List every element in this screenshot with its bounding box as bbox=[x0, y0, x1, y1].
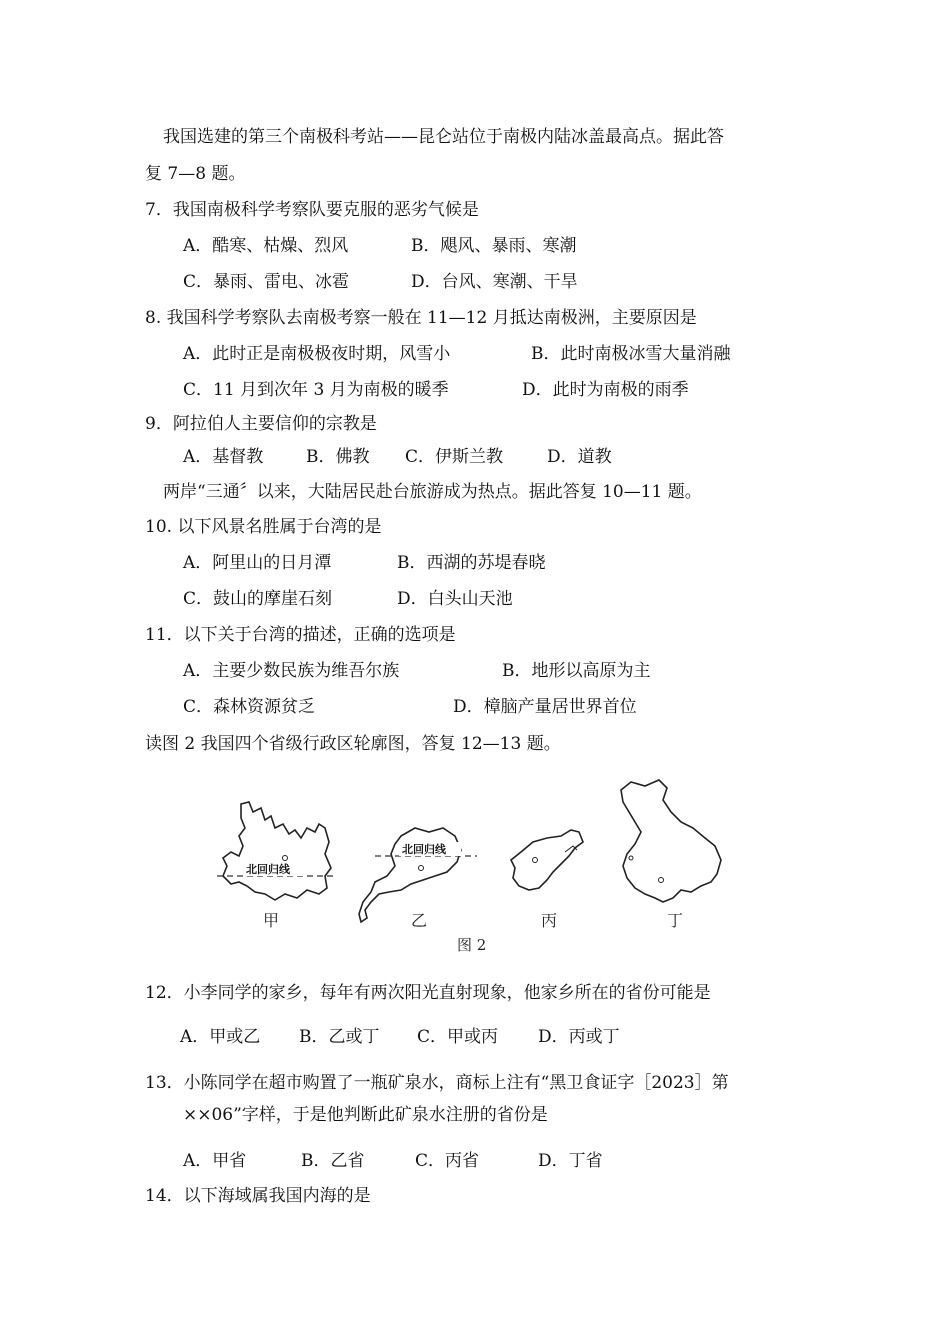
question-13-option-d: D．丁省 bbox=[538, 1151, 603, 1171]
province-bing-outline bbox=[511, 830, 583, 890]
intro-7-8-line2: 复 7—8 题。 bbox=[145, 164, 246, 184]
question-14-stem: 14．以下海域属我国内海的是 bbox=[145, 1186, 371, 1206]
figure-caption: 图 2 bbox=[457, 936, 487, 954]
question-13-option-a: A．甲省 bbox=[183, 1151, 247, 1171]
question-13-option-c: C．丙省 bbox=[415, 1151, 480, 1171]
question-8-option-c: C．11 月到次年 3 月为南极的暖季 bbox=[183, 380, 449, 400]
province-jia-outline bbox=[223, 802, 331, 900]
question-13-stem-line2: ××06”字样，于是他判断此矿泉水注册的省份是 bbox=[183, 1105, 548, 1125]
label-jia: 甲 bbox=[263, 911, 280, 930]
label-bing: 丙 bbox=[541, 911, 558, 930]
question-9-option-d: D．道教 bbox=[547, 447, 612, 467]
question-10-option-a: A．阿里山的日月潭 bbox=[183, 553, 332, 573]
question-8-stem: 8. 我国科学考察队去南极考察一般在 11—12 月抵达南极洲，主要原因是 bbox=[145, 308, 697, 328]
question-11-option-a: A．主要少数民族为维吾尔族 bbox=[183, 661, 400, 681]
question-12-stem: 12．小李同学的家乡，每年有两次阳光直射现象，他家乡所在的省份可能是 bbox=[145, 983, 711, 1003]
question-7-option-d: D．台风、寒潮、干旱 bbox=[411, 272, 578, 292]
question-11-option-b: B．地形以高原为主 bbox=[502, 661, 651, 681]
question-11-option-d: D．樟脑产量居世界首位 bbox=[453, 697, 637, 717]
question-7-stem: 7．我国南极科学考察队要克服的恶劣气候是 bbox=[145, 200, 479, 220]
question-7-option-c: C．暴雨、雷电、冰雹 bbox=[183, 272, 350, 292]
question-8-option-d: D．此时为南极的雨季 bbox=[522, 380, 689, 400]
question-10-option-d: D．白头山天池 bbox=[397, 589, 513, 609]
question-8-option-a: A．此时正是南极极夜时期，风雪小 bbox=[183, 344, 451, 364]
question-12-option-d: D．丙或丁 bbox=[538, 1027, 620, 1047]
question-9-stem: 9．阿拉伯人主要信仰的宗教是 bbox=[145, 414, 377, 434]
intro-7-8-line1: 我国选建的第三个南极科考站——昆仑站位于南极内陆冰盖最高点。据此答 bbox=[163, 127, 724, 147]
question-11-option-c: C．森林资源贫乏 bbox=[183, 697, 316, 717]
intro-12-13: 读图 2 我国四个省级行政区轮廓图，答复 12—13 题。 bbox=[145, 734, 561, 754]
question-11-stem: 11．以下关于台湾的描述，正确的选项是 bbox=[145, 625, 456, 645]
question-13-option-b: B．乙省 bbox=[301, 1151, 365, 1171]
question-12-option-b: B．乙或丁 bbox=[299, 1027, 380, 1047]
question-13-stem-line1: 13．小陈同学在超市购置了一瓶矿泉水，商标上注有“黑卫食证字［2023］第 bbox=[145, 1073, 729, 1093]
question-10-option-b: B．西湖的苏堤春晓 bbox=[397, 553, 546, 573]
intro-10-11: 两岸“三通〞以来，大陆居民赴台旅游成为热点。据此答复 10—11 题。 bbox=[163, 482, 702, 502]
question-12-option-c: C．甲或丙 bbox=[417, 1027, 499, 1047]
question-9-option-c: C．伊斯兰教 bbox=[405, 447, 504, 467]
question-9-option-b: B．佛教 bbox=[306, 447, 370, 467]
province-outline-figure-svg bbox=[215, 772, 735, 960]
province-ding-outline bbox=[621, 780, 721, 902]
question-10-option-c: C．鼓山的摩崖石刻 bbox=[183, 589, 333, 609]
question-8-option-b: B．此时南极冰雪大量消融 bbox=[531, 344, 731, 364]
label-yi: 乙 bbox=[411, 911, 428, 930]
tropic-label-jia: 北回归线 bbox=[246, 863, 290, 876]
question-7-option-a: A．酷寒、枯燥、烈风 bbox=[183, 236, 349, 256]
label-ding: 丁 bbox=[667, 911, 684, 930]
province-outline-figure bbox=[215, 772, 735, 960]
tropic-label-yi: 北回归线 bbox=[402, 843, 446, 856]
question-9-option-a: A．基督教 bbox=[183, 447, 264, 467]
question-12-option-a: A．甲或乙 bbox=[180, 1027, 261, 1047]
question-10-stem: 10. 以下风景名胜属于台湾的是 bbox=[145, 517, 382, 537]
question-7-option-b: B．飓风、暴雨、寒潮 bbox=[411, 236, 577, 256]
